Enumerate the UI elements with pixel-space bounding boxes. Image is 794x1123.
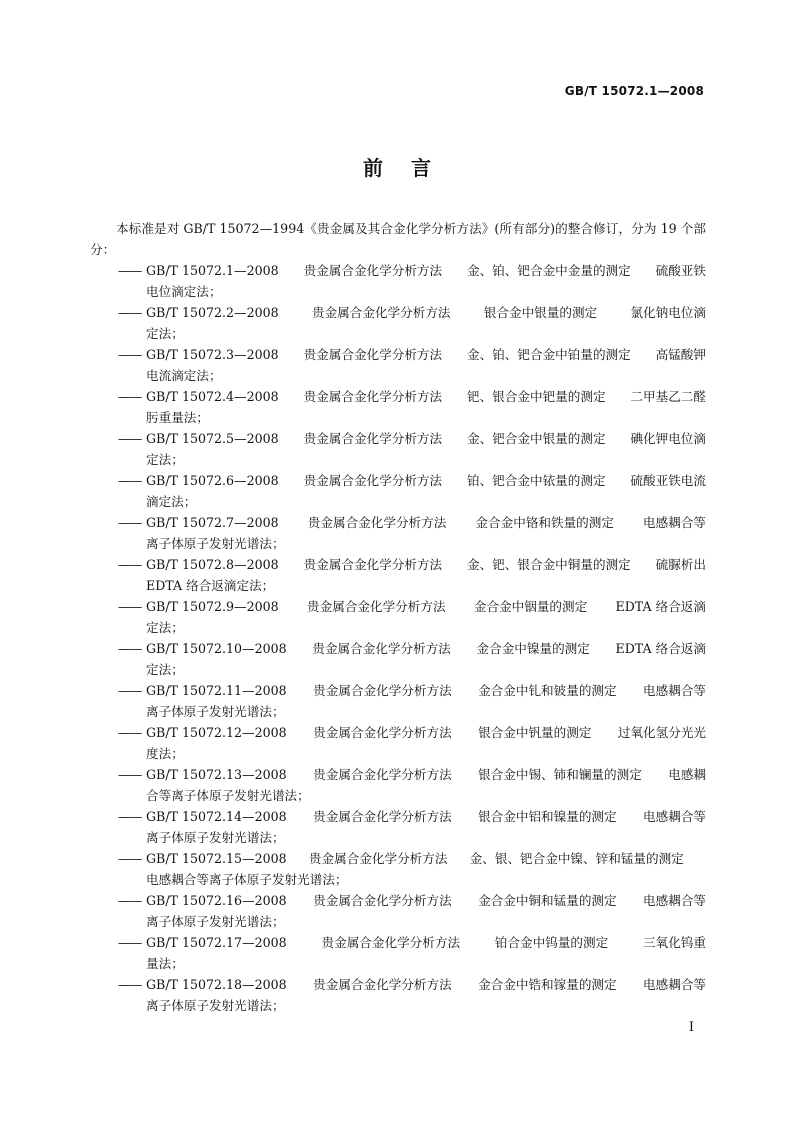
item-continuation: 电位滴定法； <box>146 284 222 299</box>
item-continuation: 离子体原子发射光谱法； <box>146 704 285 719</box>
item-subject: 铂、钯合金中铱量的测定 <box>467 473 606 488</box>
list-item <box>90 470 706 512</box>
item-code: GB/T 15072.14—2008 <box>146 809 287 824</box>
item-series: 贵金属合金化学分析方法 <box>313 767 452 782</box>
list-item <box>90 260 706 302</box>
item-series: 贵金属合金化学分析方法 <box>321 935 461 950</box>
item-series: 贵金属合金化学分析方法 <box>303 347 443 362</box>
item-method-start: 电感耦合等 <box>643 977 706 992</box>
item-dash: —— <box>118 515 142 530</box>
item-subject: 金、铂、钯合金中金量的测定 <box>467 263 631 278</box>
item-dash: —— <box>118 977 142 992</box>
standard-number: GB/T 15072.1—2008 <box>564 84 704 98</box>
item-method-start: 电感耦合等 <box>643 683 706 698</box>
item-dash: —— <box>118 599 142 614</box>
item-series: 贵金属合金化学分析方法 <box>313 725 452 740</box>
item-continuation: 离子体原子发射光谱法； <box>146 998 285 1013</box>
item-dash: —— <box>118 557 142 572</box>
item-code: GB/T 15072.15—2008 <box>146 851 287 866</box>
item-method-start: 硫酸亚铁 <box>655 263 706 278</box>
item-method-start: 二甲基乙二醛 <box>630 389 706 404</box>
item-subject: 金合金中钆和铍量的测定 <box>478 683 617 698</box>
list-item <box>90 428 706 470</box>
item-continuation: 定法； <box>146 452 184 467</box>
item-subject: 钯、银合金中钯量的测定 <box>467 389 606 404</box>
item-series: 贵金属合金化学分析方法 <box>313 893 452 908</box>
item-method-start: 过氧化氢分光光 <box>617 725 706 740</box>
item-dash: —— <box>118 389 142 404</box>
item-method-start: 电感耦合等 <box>643 809 706 824</box>
item-method-start: 硫酸亚铁电流 <box>630 473 706 488</box>
item-dash: —— <box>118 431 142 446</box>
item-dash: —— <box>118 767 142 782</box>
item-code: GB/T 15072.6—2008 <box>146 473 279 488</box>
item-code: GB/T 15072.2—2008 <box>146 305 279 320</box>
item-series: 贵金属合金化学分析方法 <box>311 305 451 320</box>
item-code: GB/T 15072.16—2008 <box>146 893 287 908</box>
item-series: 贵金属合金化学分析方法 <box>303 557 443 572</box>
item-continuation: 定法； <box>146 326 184 341</box>
item-dash: —— <box>118 347 142 362</box>
item-subject: 金合金中铜和锰量的测定 <box>478 893 617 908</box>
item-continuation: 滴定法； <box>146 494 197 509</box>
item-subject: 金、银、钯合金中镍、锌和锰量的测定 <box>469 851 684 866</box>
item-code: GB/T 15072.12—2008 <box>146 725 287 740</box>
list-item <box>90 680 706 722</box>
item-code: GB/T 15072.13—2008 <box>146 767 287 782</box>
item-series: 贵金属合金化学分析方法 <box>308 851 448 866</box>
item-subject: 银合金中银量的测定 <box>483 305 598 320</box>
list-item <box>90 848 706 890</box>
item-dash: —— <box>118 683 142 698</box>
list-item <box>90 890 706 932</box>
item-subject: 金合金中锆和镓量的测定 <box>478 977 617 992</box>
item-series: 贵金属合金化学分析方法 <box>303 473 443 488</box>
item-series: 贵金属合金化学分析方法 <box>303 263 443 278</box>
item-subject: 金合金中铟量的测定 <box>473 599 588 614</box>
item-code: GB/T 15072.5—2008 <box>146 431 279 446</box>
item-dash: —— <box>118 473 142 488</box>
item-code: GB/T 15072.9—2008 <box>146 599 279 614</box>
item-series: 贵金属合金化学分析方法 <box>307 599 446 614</box>
list-item <box>90 806 706 848</box>
item-series: 贵金属合金化学分析方法 <box>313 977 452 992</box>
item-subject: 银合金中钒量的测定 <box>478 725 592 740</box>
item-series: 贵金属合金化学分析方法 <box>303 431 443 446</box>
item-code: GB/T 15072.8—2008 <box>146 557 279 572</box>
item-continuation: 肟重量法； <box>146 410 209 425</box>
list-item <box>90 512 706 554</box>
item-dash: —— <box>118 893 142 908</box>
item-continuation: 定法； <box>146 620 184 635</box>
item-subject: 银合金中锡、铈和镧量的测定 <box>478 767 642 782</box>
item-dash: —— <box>118 641 142 656</box>
item-code: GB/T 15072.10—2008 <box>146 641 287 656</box>
list-item <box>90 344 706 386</box>
list-item <box>90 932 706 974</box>
item-subject: 金、钯、银合金中铜量的测定 <box>467 557 631 572</box>
item-subject: 银合金中铝和镍量的测定 <box>478 809 617 824</box>
item-continuation: 电感耦合等离子体原子发射光谱法； <box>146 872 348 887</box>
item-method-start: 电感耦合等 <box>643 515 706 530</box>
item-code: GB/T 15072.17—2008 <box>146 935 287 950</box>
item-method-start: 氯化钠电位滴 <box>630 305 706 320</box>
item-code: GB/T 15072.1—2008 <box>146 263 279 278</box>
item-dash: —— <box>118 263 142 278</box>
item-code: GB/T 15072.11—2008 <box>146 683 287 698</box>
list-item <box>90 386 706 428</box>
list-item <box>90 974 706 1016</box>
item-continuation: 离子体原子发射光谱法； <box>146 914 285 929</box>
list-item <box>90 596 706 638</box>
item-series: 贵金属合金化学分析方法 <box>312 641 451 656</box>
item-subject: 金合金中铬和铁量的测定 <box>475 515 614 530</box>
item-dash: —— <box>118 305 142 320</box>
item-continuation: 量法； <box>146 956 184 971</box>
item-continuation: 合等离子体原子发射光谱法； <box>146 788 310 803</box>
list-item <box>90 764 706 806</box>
item-code: GB/T 15072.7—2008 <box>146 515 279 530</box>
page-title: 前言 <box>363 156 459 180</box>
item-dash: —— <box>118 851 142 866</box>
item-code: GB/T 15072.4—2008 <box>146 389 279 404</box>
item-method-start: EDTA 络合返滴 <box>615 599 706 614</box>
item-continuation: 电流滴定法； <box>146 368 222 383</box>
item-method-start: 碘化钾电位滴 <box>630 431 706 446</box>
item-method-start: 三氧化钨重 <box>643 935 706 950</box>
item-continuation: 离子体原子发射光谱法； <box>146 830 285 845</box>
item-series: 贵金属合金化学分析方法 <box>303 389 443 404</box>
item-dash: —— <box>118 935 142 950</box>
item-continuation: 离子体原子发射光谱法； <box>146 536 285 551</box>
item-method-start: 硫脲析出 <box>655 557 706 572</box>
page-number: I <box>688 1020 694 1035</box>
preface-body <box>90 218 706 1016</box>
item-continuation: EDTA 络合返滴定法； <box>146 578 275 593</box>
item-subject: 金合金中镍量的测定 <box>476 641 590 656</box>
item-dash: —— <box>118 725 142 740</box>
item-continuation: 定法； <box>146 662 184 677</box>
item-series: 贵金属合金化学分析方法 <box>313 809 452 824</box>
list-item <box>90 722 706 764</box>
item-method-start: 电感耦 <box>668 767 706 782</box>
list-item <box>90 638 706 680</box>
intro-paragraph: 本标准是对 GB/T 15072—1994《贵金属及其合金化学分析方法》(所有部分)的整合修订，分为 19 个部分： <box>90 221 706 257</box>
item-method-start: 高锰酸钾 <box>655 347 706 362</box>
part-list <box>90 260 706 1016</box>
list-item <box>90 554 706 596</box>
item-subject: 铂合金中钨量的测定 <box>494 935 609 950</box>
item-method-start: 电感耦合等 <box>643 893 706 908</box>
item-series: 贵金属合金化学分析方法 <box>307 515 447 530</box>
item-subject: 金、钯合金中银量的测定 <box>467 431 606 446</box>
item-continuation: 度法； <box>146 746 184 761</box>
item-method-start: EDTA 络合返滴 <box>615 641 706 656</box>
item-subject: 金、铂、钯合金中铂量的测定 <box>467 347 631 362</box>
item-code: GB/T 15072.3—2008 <box>146 347 279 362</box>
item-series: 贵金属合金化学分析方法 <box>313 683 452 698</box>
item-code: GB/T 15072.18—2008 <box>146 977 287 992</box>
item-dash: —— <box>118 809 142 824</box>
list-item <box>90 302 706 344</box>
